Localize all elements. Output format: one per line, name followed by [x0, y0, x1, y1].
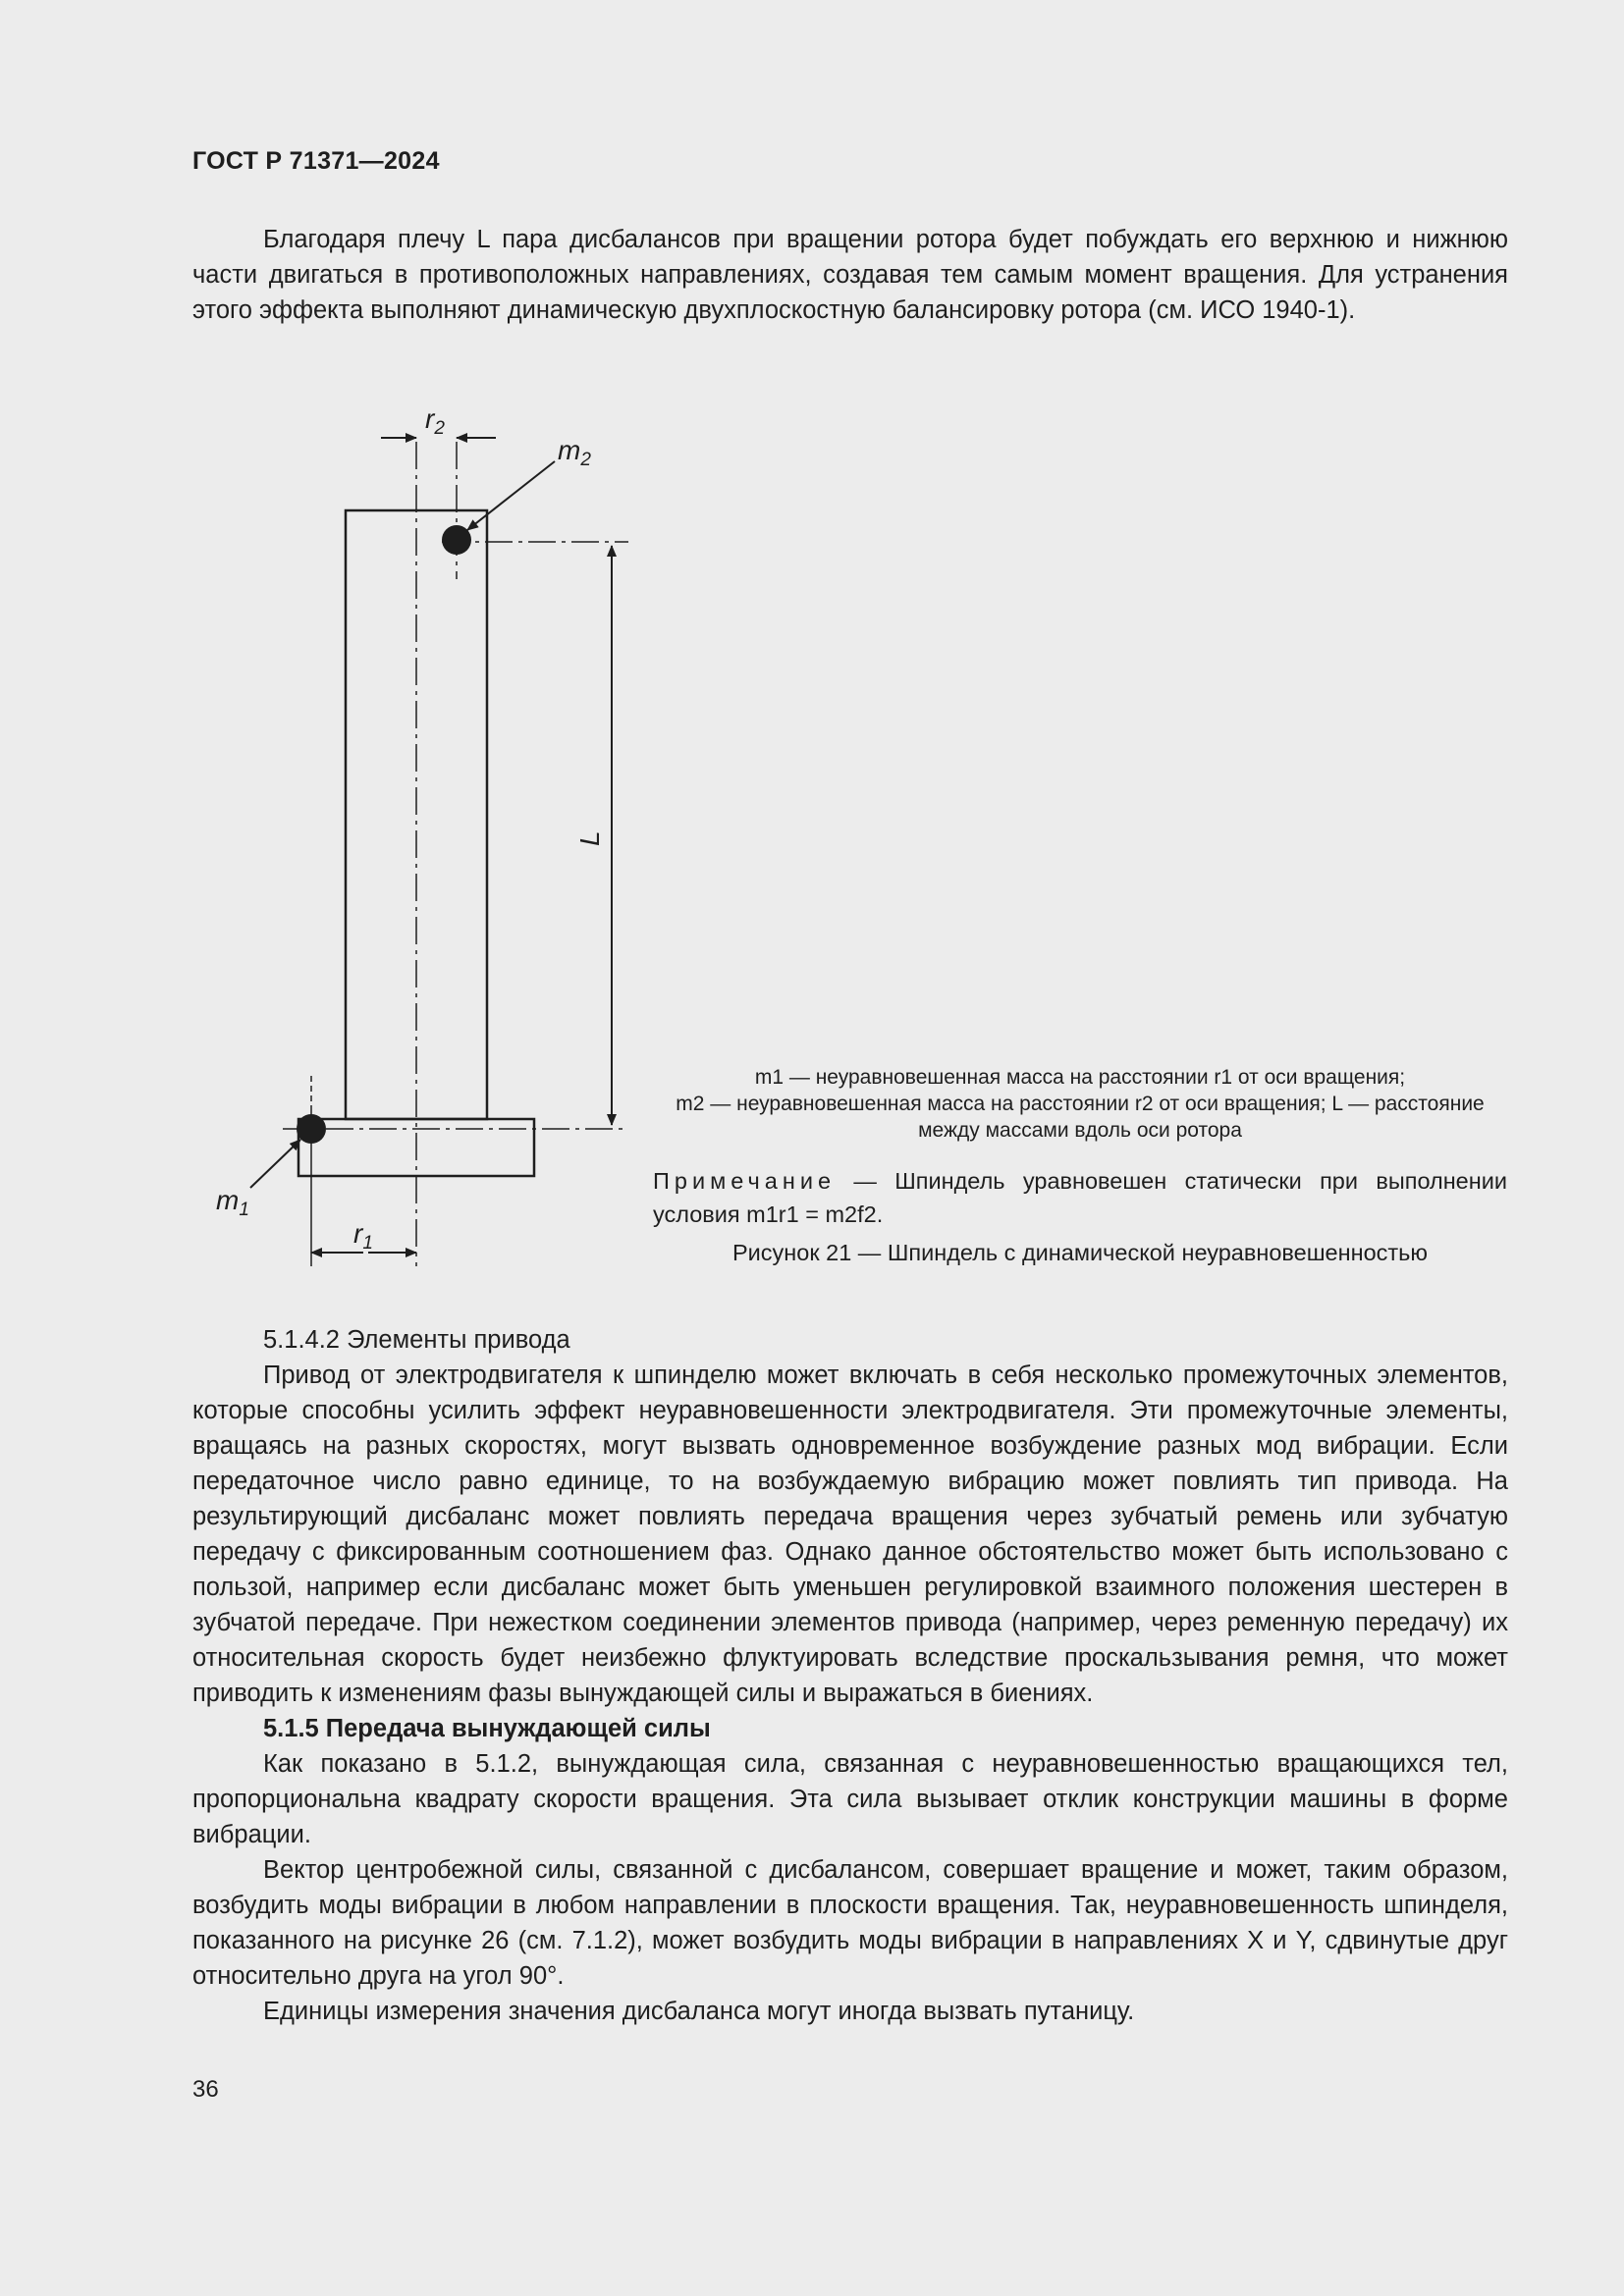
m2-leader	[467, 461, 555, 530]
section-515-title: 5.1.5 Передача вынуждающей силы	[263, 1715, 711, 1742]
m1-leader	[250, 1140, 300, 1188]
intro-paragraph: Благодаря плечу L пара дисбалансов при вращении ротора будет побуждать его верхнюю и нижнюю части двигаться в противоположных направлениях, создавая тем самым момент вращения. Для устранения этого эффекта выполняют динамическую двухплоскостную балансировку ротора (см. ИСО 1940-1).	[192, 226, 1508, 324]
paragraph-drive: Привод от электродвигателя к шпинделю может включать в себя несколько промежуточных элементов, которые способны усилить эффект неуравновешенности электродвигателя. Эти промежуточные элементы, вращаясь на разных скоростях, могут вызвать одновременное возбуждение разных мод вибрации. Если передаточное число равно единице, то на возбуждаемую вибрацию может повлиять тип привода. На результирующий дисбаланс может повлиять передача вращения через зубчатый ремень или зубчатую передачу с фиксированным соотношением фаз. Однако данное обстоятельство может быть использовано с пользой, например если дисбаланс может быть уменьшен регулировкой взаимного положения шестерен в зубчатой передаче. При нежестком соединении элементов привода (например, через ременную передачу) их относительная скорость будет неизбежно флуктуировать вследствие проскальзывания ремня, что может приводить к изменениям фазы вынуждающей силы и выражаться в биениях.	[192, 1362, 1508, 1707]
legend-line-1: m1 — неуравновешенная масса на расстоянии r1 от оси вращения;	[754, 1066, 1406, 1089]
note-text: — Шпиндель уравновешен статически при выполнении условия m1r1 = m2f2.	[653, 1168, 1507, 1227]
paragraph-force-2: Вектор центробежной силы, связанной с дисбалансом, совершает вращение и может, таким образом, возбудить моды вибрации в любом направлении в плоскости вращения. Так, неуравновешенность шпинделя, показанного на рисунке 26 (см. 7.1.2), может возбудить моды вибрации в направлениях X и Y, сдвинутые друг относительно друга на угол 90°.	[192, 1856, 1508, 1990]
label-m2: $m_2$	[558, 435, 591, 470]
label-m1: $m_1$	[216, 1185, 249, 1220]
label-r1: $r_1$	[353, 1218, 373, 1254]
legend-line-3: между массами вдоль оси ротора	[918, 1119, 1242, 1142]
figure-note	[653, 1164, 1507, 1231]
figure-caption: Рисунок 21 — Шпиндель с динамической неуравновешенностью	[731, 1240, 1429, 1265]
document-header: ГОСТ Р 71371—2024	[192, 147, 440, 175]
body-text	[192, 1322, 1508, 2029]
label-L: L	[574, 830, 605, 846]
paragraph-force-1: Как показано в 5.1.2, вынуждающая сила, связанная с неуравновешенностью вращающихся тел, пропорциональна квадрату скорости вращения. Эта сила вызывает отклик конструкции машины в форме вибрации.	[192, 1750, 1508, 1848]
paragraph-units: Единицы измерения значения дисбаланса могут иногда вызвать путаницу.	[263, 1998, 1135, 2025]
section-5142-title: 5.1.4.2 Элементы привода	[263, 1326, 570, 1354]
page-number: 36	[192, 2076, 219, 2103]
legend-line-2: m2 — неуравновешенная масса на расстоянии r2 от оси вращения; L — расстояние	[676, 1093, 1485, 1115]
mass-m2	[442, 525, 471, 555]
figure-legend	[653, 1064, 1507, 1144]
note-label: Примечание	[653, 1168, 837, 1194]
mass-m1	[297, 1114, 326, 1144]
label-r2: $r_2$	[425, 403, 445, 439]
